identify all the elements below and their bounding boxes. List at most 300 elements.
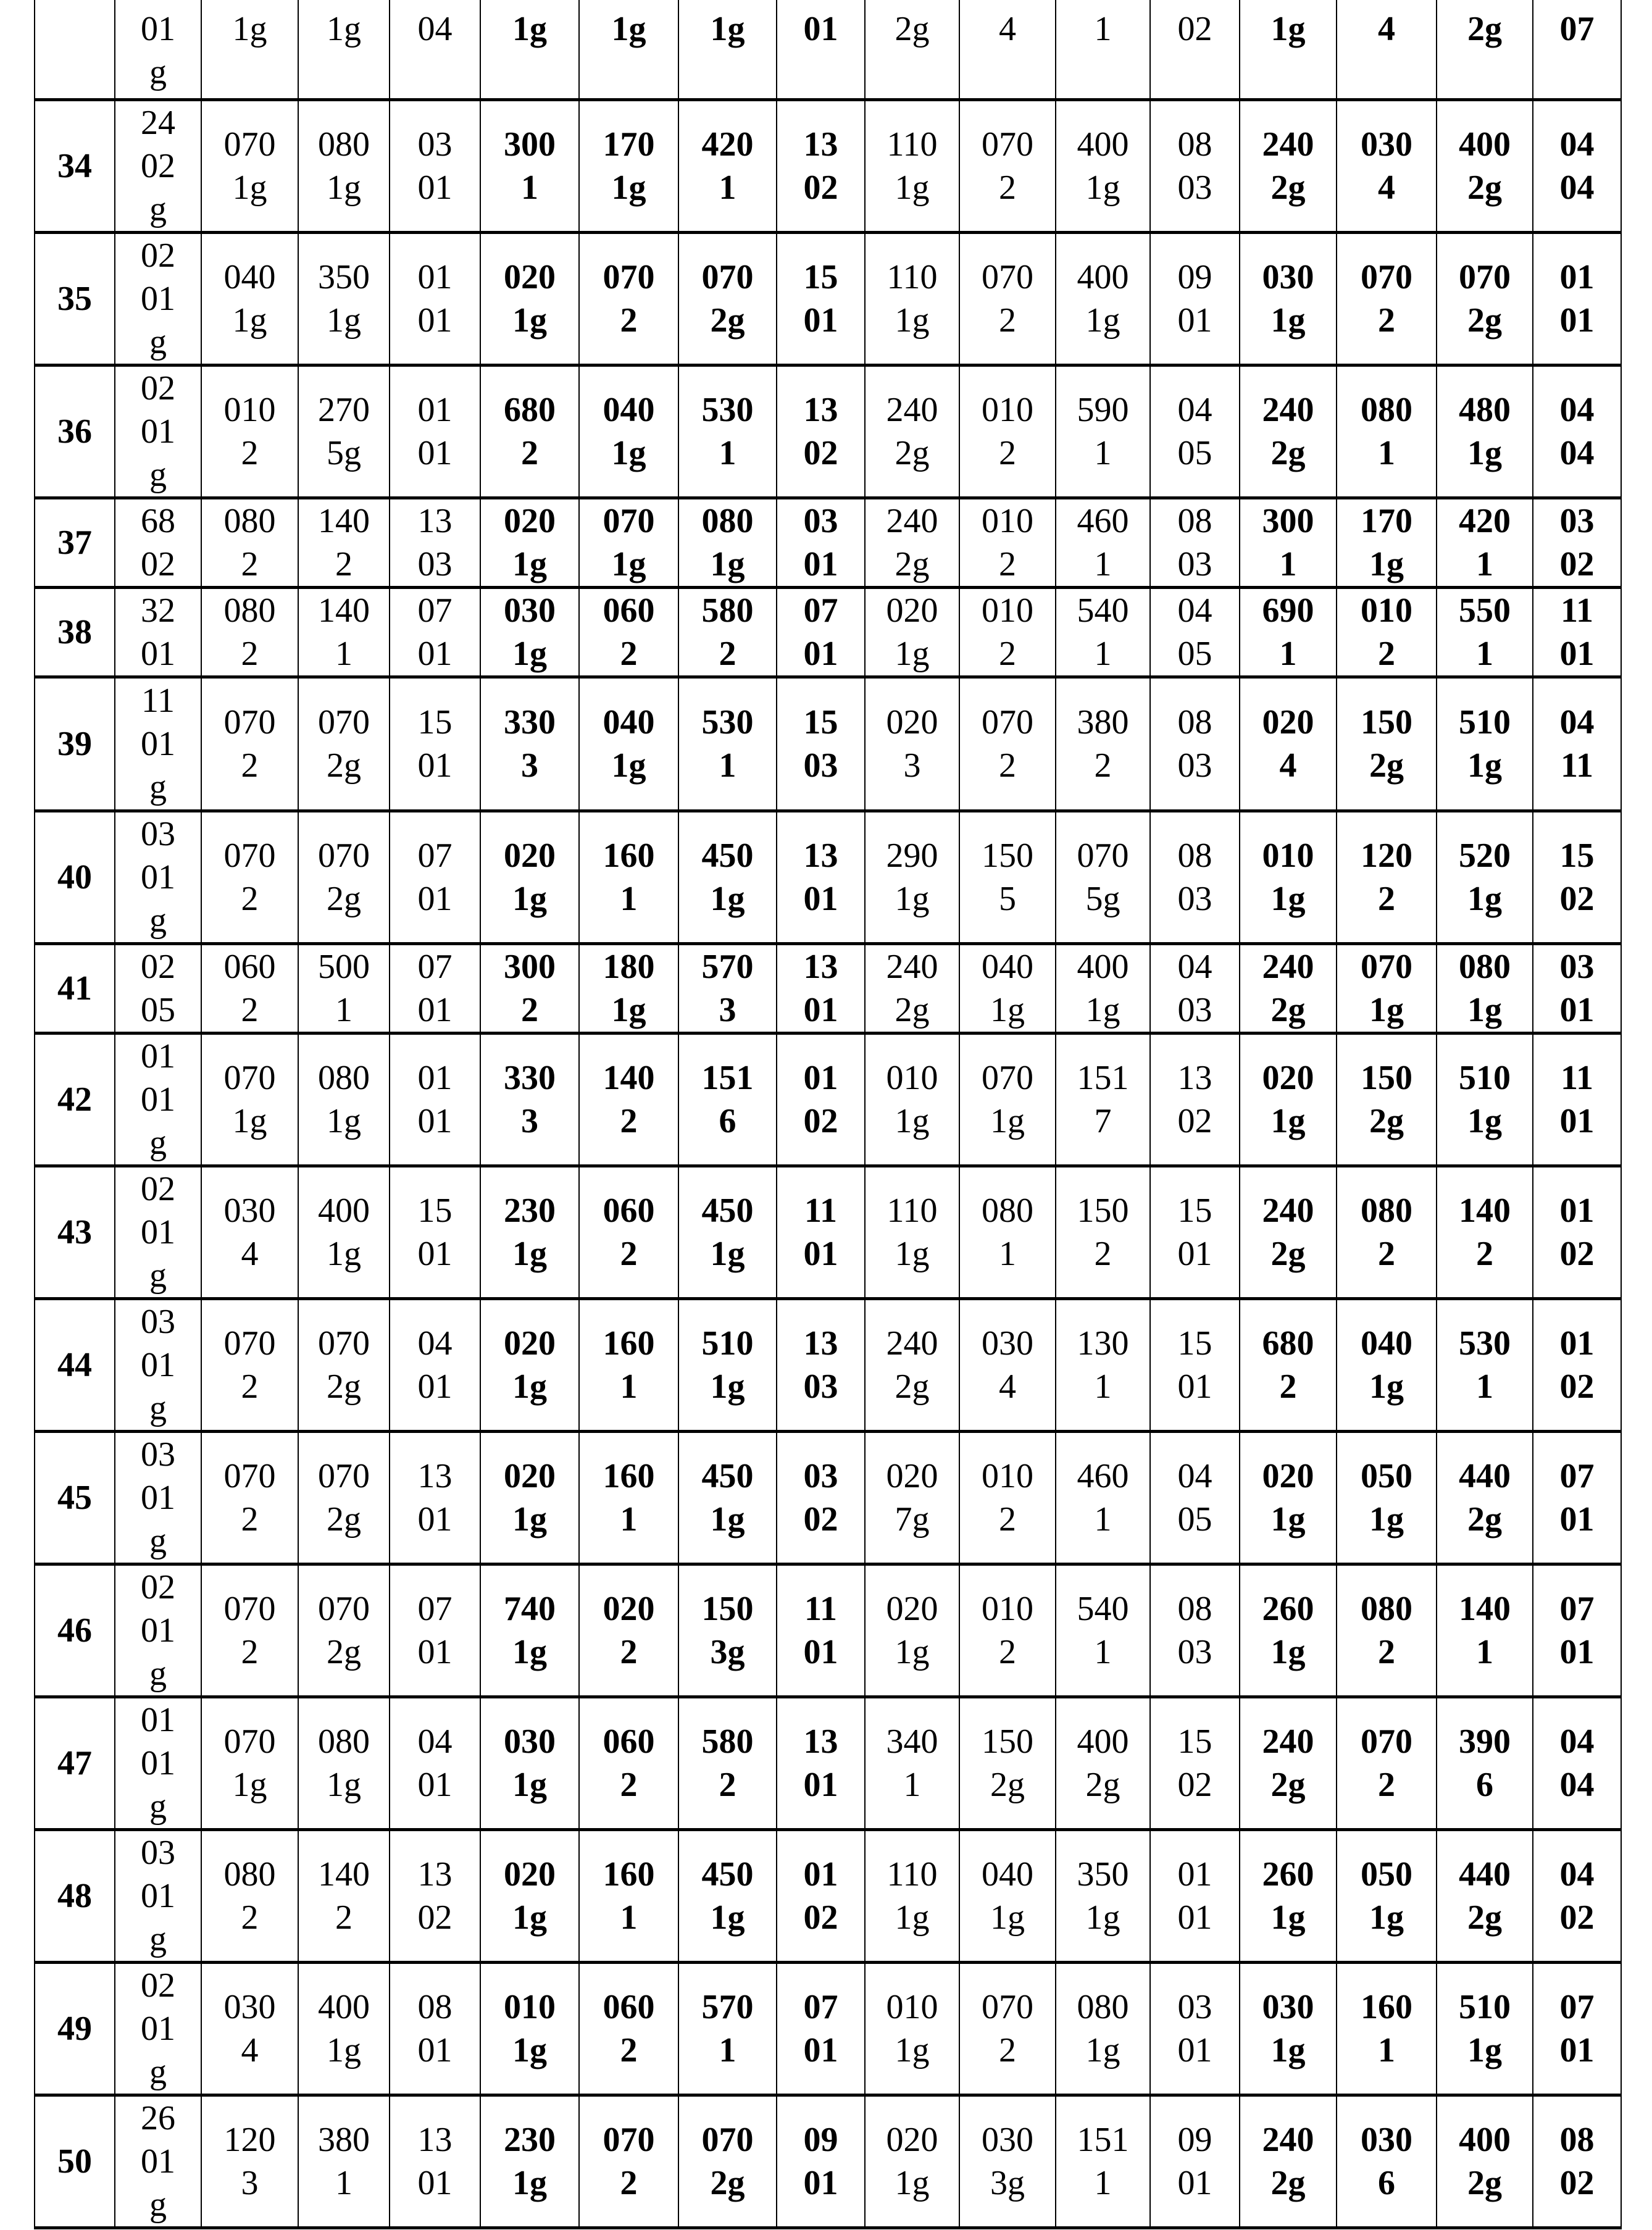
table-cell: 03 01 (1150, 1962, 1240, 2095)
table-cell: 32 01 (115, 587, 201, 677)
table-cell: 04 11 (1533, 677, 1621, 811)
table-cell: 11 01 g (115, 677, 201, 811)
table-cell: 350 1g (298, 232, 390, 365)
table-cell: 400 1g (1056, 232, 1150, 365)
table-cell: 151 7 (1056, 1033, 1150, 1166)
table-cell: 020 2 (579, 1564, 678, 1697)
table-cell: 110 1g (865, 232, 959, 365)
table-cell: 070 2 (1337, 1697, 1437, 1829)
row-number-cell: 48 (35, 1829, 115, 1962)
table-cell: 030 1g (480, 587, 579, 677)
table-cell: 380 2 (1056, 677, 1150, 811)
table-cell: 01 01 (390, 365, 480, 498)
table-cell: 09 01 (1150, 2095, 1240, 2228)
table-cell: 03 02 (1533, 498, 1621, 587)
table-cell: 11 01 (1533, 1033, 1621, 1166)
table-row (35, 677, 1621, 811)
table-cell: 070 1g (201, 1033, 298, 1166)
table-cell: 070 2g (298, 1298, 390, 1431)
table-cell: 04 01 (390, 1697, 480, 1829)
table-cell: 13 01 (777, 943, 865, 1033)
table-cell: 040 1g (201, 232, 298, 365)
table-cell: 1g (201, 0, 298, 99)
table-cell: 010 1g (480, 1962, 579, 2095)
table-cell: 400 1g (1056, 99, 1150, 232)
table-cell: 1g (298, 0, 390, 99)
table-cell: 04 04 (1533, 1697, 1621, 1829)
table-cell: 01 01 g (115, 1697, 201, 1829)
table-cell: 070 1g (1337, 943, 1437, 1033)
table-cell: 04 04 (1533, 365, 1621, 498)
table-row (35, 1166, 1621, 1298)
table-cell: 15 03 (777, 677, 865, 811)
table-cell: 01 02 (1533, 1298, 1621, 1431)
table-cell: 02 (1150, 0, 1240, 99)
table-cell: 15 02 (1150, 1697, 1240, 1829)
table-cell: 040 1g (579, 365, 678, 498)
table-cell: 04 01 (390, 1298, 480, 1431)
table-cell: 020 4 (1240, 677, 1337, 811)
table-cell: 270 5g (298, 365, 390, 498)
table-cell: 040 1g (959, 943, 1056, 1033)
table-cell: 140 2 (298, 498, 390, 587)
table-cell: 230 1g (480, 1166, 579, 1298)
table-cell: 530 1 (678, 677, 777, 811)
table-row (35, 365, 1621, 498)
table-cell: 080 1g (678, 498, 777, 587)
table-cell: 070 1g (579, 498, 678, 587)
table-cell: 01 02 (1533, 1166, 1621, 1298)
row-number-cell (35, 0, 115, 99)
table-cell: 740 1g (480, 1564, 579, 1697)
table-cell: 08 02 (1533, 2095, 1621, 2228)
table-cell: 070 1g (201, 99, 298, 232)
table-cell: 080 1 (1337, 365, 1437, 498)
table-cell: 030 3g (959, 2095, 1056, 2228)
table-cell: 030 4 (1337, 99, 1437, 232)
table-cell: 03 01 g (115, 1298, 201, 1431)
table-cell: 020 1g (480, 498, 579, 587)
table-cell: 160 1 (579, 1298, 678, 1431)
table-cell: 150 2g (1337, 1033, 1437, 1166)
table-cell: 04 05 (1150, 365, 1240, 498)
table-cell: 540 1 (1056, 587, 1150, 677)
table-row (35, 1829, 1621, 1962)
table-cell: 1 (1056, 0, 1150, 99)
table-cell: 07 01 (390, 587, 480, 677)
table-cell: 1g (579, 0, 678, 99)
table-cell: 03 01 g (115, 811, 201, 943)
table-cell: 07 01 (390, 1564, 480, 1697)
table-cell: 070 2g (678, 232, 777, 365)
table-cell: 1g (480, 0, 579, 99)
table-cell: 160 1 (579, 1431, 678, 1564)
table-cell: 070 2g (298, 677, 390, 811)
table-cell: 400 1g (1056, 943, 1150, 1033)
table-row (35, 1298, 1621, 1431)
table-cell: 160 1 (579, 811, 678, 943)
table-cell: 530 1 (1437, 1298, 1533, 1431)
table-cell: 07 01 (390, 943, 480, 1033)
table-cell: 580 2 (678, 587, 777, 677)
table-cell: 070 2g (298, 1564, 390, 1697)
table-cell: 4 (959, 0, 1056, 99)
table-cell: 450 1g (678, 1829, 777, 1962)
table-row (35, 1431, 1621, 1564)
table-cell: 08 03 (1150, 811, 1240, 943)
table-cell: 151 6 (678, 1033, 777, 1166)
table-cell: 480 1g (1437, 365, 1533, 498)
table-cell: 240 2g (1240, 1166, 1337, 1298)
table-cell: 03 01 (777, 498, 865, 587)
table-cell: 151 1 (1056, 2095, 1150, 2228)
table-cell: 020 1g (1240, 1033, 1337, 1166)
row-number-cell: 42 (35, 1033, 115, 1166)
row-number-cell: 37 (35, 498, 115, 587)
row-number-cell: 50 (35, 2095, 115, 2228)
table-cell: 510 1g (1437, 1962, 1533, 2095)
row-number-cell: 39 (35, 677, 115, 811)
row-number-cell: 35 (35, 232, 115, 365)
table-cell: 02 01 g (115, 1962, 201, 2095)
table-cell: 4 (1337, 0, 1437, 99)
table-row (35, 2095, 1621, 2228)
table-row (35, 232, 1621, 365)
table-cell: 060 2 (579, 1166, 678, 1298)
table-row (35, 498, 1621, 587)
table-cell: 580 2 (678, 1697, 777, 1829)
table-cell: 13 01 (777, 811, 865, 943)
table-cell: 010 2 (959, 587, 1056, 677)
table-cell: 13 02 (777, 99, 865, 232)
table-cell: 070 2 (201, 1431, 298, 1564)
table-cell: 110 1g (865, 1829, 959, 1962)
table-cell: 540 1 (1056, 1564, 1150, 1697)
table-cell: 08 01 (390, 1962, 480, 2095)
table-cell: 460 1 (1056, 498, 1150, 587)
table-cell: 060 2 (579, 1962, 678, 2095)
table-cell: 300 1 (480, 99, 579, 232)
row-number-cell: 44 (35, 1298, 115, 1431)
table-cell: 530 1 (678, 365, 777, 498)
row-number-cell: 38 (35, 587, 115, 677)
table-cell: 300 2 (480, 943, 579, 1033)
table-cell: 070 2 (959, 677, 1056, 811)
table-cell: 140 2 (298, 1829, 390, 1962)
table-cell: 070 5g (1056, 811, 1150, 943)
table-cell: 02 01 g (115, 365, 201, 498)
table-cell: 400 2g (1056, 1697, 1150, 1829)
table-cell: 13 03 (777, 1298, 865, 1431)
table-cell: 1g (1240, 0, 1337, 99)
table-cell: 03 01 g (115, 1829, 201, 1962)
table-cell: 400 2g (1437, 99, 1533, 232)
table-cell: 04 05 (1150, 587, 1240, 677)
table-cell: 330 3 (480, 1033, 579, 1166)
table-cell: 070 2 (579, 2095, 678, 2228)
table-row (35, 1697, 1621, 1829)
table-cell: 13 02 (777, 365, 865, 498)
table-cell: 060 2 (579, 587, 678, 677)
table-cell: 070 2g (678, 2095, 777, 2228)
table-cell: 080 2 (1337, 1564, 1437, 1697)
table-cell: 510 1g (1437, 677, 1533, 811)
table-row (35, 587, 1621, 677)
table-cell: 020 3 (865, 677, 959, 811)
table-cell: 400 2g (1437, 2095, 1533, 2228)
table-cell: 08 03 (1150, 498, 1240, 587)
table-row (35, 0, 1621, 99)
table-cell: 030 1g (1240, 232, 1337, 365)
table-cell: 010 1g (1240, 811, 1337, 943)
table-cell: 07 01 (390, 811, 480, 943)
table-cell: 240 2g (865, 943, 959, 1033)
table-cell: 070 2 (201, 677, 298, 811)
table-cell: 070 2g (298, 1431, 390, 1564)
table-cell: 240 2g (865, 498, 959, 587)
table-cell: 15 01 (390, 677, 480, 811)
table-cell: 15 01 (1150, 1166, 1240, 1298)
table-cell: 07 01 (1533, 1962, 1621, 2095)
table-cell: 060 2 (201, 943, 298, 1033)
table-cell: 080 1g (1437, 943, 1533, 1033)
table-cell: 13 02 (390, 1829, 480, 1962)
table-cell: 02 05 (115, 943, 201, 1033)
table-cell: 070 1g (959, 1033, 1056, 1166)
table-cell: 300 1 (1240, 498, 1337, 587)
table-cell: 680 2 (1240, 1298, 1337, 1431)
table-cell: 040 1g (959, 1829, 1056, 1962)
table-cell: 150 5 (959, 811, 1056, 943)
table-cell: 020 1g (865, 587, 959, 677)
row-number-cell: 46 (35, 1564, 115, 1697)
table-cell: 15 01 (777, 232, 865, 365)
table-cell: 2g (865, 0, 959, 99)
table-cell: 240 2g (1240, 943, 1337, 1033)
table-cell: 020 7g (865, 1431, 959, 1564)
table-cell: 07 01 (1533, 1564, 1621, 1697)
table-cell: 240 2g (1240, 99, 1337, 232)
table-cell: 400 1g (298, 1962, 390, 2095)
table-row (35, 1033, 1621, 1166)
table-cell: 520 1g (1437, 811, 1533, 943)
table-cell: 330 3 (480, 677, 579, 811)
table-cell: 01 01 (1533, 232, 1621, 365)
table-cell: 08 03 (1150, 677, 1240, 811)
table-cell: 13 02 (1150, 1033, 1240, 1166)
allele-data-table (34, 0, 1622, 2229)
table-cell: 13 01 (777, 1697, 865, 1829)
table-cell: 15 01 (390, 1166, 480, 1298)
table-cell: 04 (390, 0, 480, 99)
table-cell: 160 1 (1337, 1962, 1437, 2095)
table-cell: 13 03 (390, 498, 480, 587)
table-cell: 020 1g (865, 2095, 959, 2228)
table-cell: 020 1g (1240, 1431, 1337, 1564)
table-cell: 030 4 (201, 1962, 298, 2095)
table-cell: 240 2g (865, 1298, 959, 1431)
row-number-cell: 43 (35, 1166, 115, 1298)
table-cell: 03 01 g (115, 1431, 201, 1564)
row-number-cell: 40 (35, 811, 115, 943)
table-cell: 450 1g (678, 1166, 777, 1298)
table-cell: 07 01 (777, 587, 865, 677)
table-cell: 170 1g (1337, 498, 1437, 587)
table-cell: 450 1g (678, 1431, 777, 1564)
table-row (35, 943, 1621, 1033)
table-cell: 120 2 (1337, 811, 1437, 943)
table-cell: 01 01 (390, 232, 480, 365)
table-cell: 070 2 (201, 811, 298, 943)
table-cell: 09 01 (1150, 232, 1240, 365)
table-cell: 070 2g (298, 811, 390, 943)
table-cell: 080 1g (298, 1697, 390, 1829)
table-cell: 180 1g (579, 943, 678, 1033)
table-cell: 170 1g (579, 99, 678, 232)
table-cell: 09 01 (777, 2095, 865, 2228)
table-cell: 010 1g (865, 1033, 959, 1166)
table-cell: 150 2 (1056, 1166, 1150, 1298)
table-cell: 510 1g (678, 1298, 777, 1431)
table-cell: 02 01 g (115, 1166, 201, 1298)
table-cell: 010 2 (1337, 587, 1437, 677)
table-cell: 260 1g (1240, 1829, 1337, 1962)
table-cell: 380 1 (298, 2095, 390, 2228)
table-cell: 07 01 (777, 1962, 865, 2095)
table-cell: 11 01 (1533, 587, 1621, 677)
table-cell: 240 2g (865, 365, 959, 498)
table-cell: 680 2 (480, 365, 579, 498)
table-cell: 070 2g (1437, 232, 1533, 365)
table-cell: 690 1 (1240, 587, 1337, 677)
table-cell: 070 2 (959, 232, 1056, 365)
table-cell: 020 1g (865, 1564, 959, 1697)
table-cell: 080 1g (298, 99, 390, 232)
table-cell: 24 02 g (115, 99, 201, 232)
table-cell: 230 1g (480, 2095, 579, 2228)
table-cell: 15 01 (1150, 1298, 1240, 1431)
table-cell: 030 6 (1337, 2095, 1437, 2228)
table-cell: 340 1 (865, 1697, 959, 1829)
table-cell: 13 01 (390, 2095, 480, 2228)
table-cell: 070 2 (959, 1962, 1056, 2095)
table-cell: 120 3 (201, 2095, 298, 2228)
table-cell: 2g (1437, 0, 1533, 99)
table-cell: 01 02 (777, 1829, 865, 1962)
table-cell: 070 1g (201, 1697, 298, 1829)
table-row (35, 99, 1621, 232)
table-cell: 03 01 (1533, 943, 1621, 1033)
table-cell: 070 2 (959, 99, 1056, 232)
table-cell: 550 1 (1437, 587, 1533, 677)
table-cell: 01 01 (390, 1033, 480, 1166)
table-cell: 080 2 (201, 498, 298, 587)
table-cell: 160 1 (579, 1829, 678, 1962)
table-cell: 02 01 g (115, 232, 201, 365)
table-cell: 01 02 (777, 1033, 865, 1166)
table-cell: 020 1g (480, 232, 579, 365)
table-cell: 140 2 (1437, 1166, 1533, 1298)
table-cell: 01 01 g (115, 1033, 201, 1166)
table-cell: 01 g (115, 0, 201, 99)
table-cell: 010 2 (201, 365, 298, 498)
table-cell: 400 1g (298, 1166, 390, 1298)
table-cell: 080 1g (1056, 1962, 1150, 2095)
row-number-cell: 45 (35, 1431, 115, 1564)
table-cell: 030 1g (1240, 1962, 1337, 2095)
table-cell: 150 3g (678, 1564, 777, 1697)
table-cell: 440 2g (1437, 1431, 1533, 1564)
table-cell: 500 1 (298, 943, 390, 1033)
table-cell: 080 2 (201, 587, 298, 677)
table-cell: 030 4 (201, 1166, 298, 1298)
table-cell: 030 1g (480, 1697, 579, 1829)
table-cell: 420 1 (1437, 498, 1533, 587)
table-cell: 080 1g (298, 1033, 390, 1166)
table-cell: 010 2 (959, 365, 1056, 498)
table-cell: 240 2g (1240, 365, 1337, 498)
table-cell: 150 2g (959, 1697, 1056, 1829)
row-number-cell: 41 (35, 943, 115, 1033)
table-row (35, 811, 1621, 943)
table-cell: 010 2 (959, 1431, 1056, 1564)
table-cell: 140 1 (298, 587, 390, 677)
table-cell: 26 01 g (115, 2095, 201, 2228)
table-cell: 420 1 (678, 99, 777, 232)
table-cell: 08 03 (1150, 1564, 1240, 1697)
table-cell: 460 1 (1056, 1431, 1150, 1564)
table-cell: 590 1 (1056, 365, 1150, 498)
table-cell: 050 1g (1337, 1829, 1437, 1962)
table-cell: 03 02 (777, 1431, 865, 1564)
table-cell: 290 1g (865, 811, 959, 943)
table-cell: 010 2 (959, 1564, 1056, 1697)
table-row (35, 1962, 1621, 2095)
table-cell: 68 02 (115, 498, 201, 587)
table-cell: 070 2 (201, 1298, 298, 1431)
table-cell: 010 2 (959, 498, 1056, 587)
table-cell: 11 01 (777, 1166, 865, 1298)
table-cell: 070 2 (201, 1564, 298, 1697)
table-cell: 080 1 (959, 1166, 1056, 1298)
table-cell: 060 2 (579, 1697, 678, 1829)
row-number-cell: 49 (35, 1962, 115, 2095)
table-cell: 04 04 (1533, 99, 1621, 232)
table-cell: 03 01 (390, 99, 480, 232)
row-number-cell: 47 (35, 1697, 115, 1829)
table-cell: 080 2 (201, 1829, 298, 1962)
table-cell: 150 2g (1337, 677, 1437, 811)
table-cell: 070 2 (1337, 232, 1437, 365)
table-cell: 050 1g (1337, 1431, 1437, 1564)
table-cell: 040 1g (1337, 1298, 1437, 1431)
table-cell: 01 (777, 0, 865, 99)
table-body (35, 0, 1621, 2228)
table-cell: 240 2g (1240, 2095, 1337, 2228)
row-number-cell: 36 (35, 365, 115, 498)
table-cell: 020 1g (480, 1298, 579, 1431)
table-cell: 04 05 (1150, 1431, 1240, 1564)
table-cell: 070 2 (579, 232, 678, 365)
table-cell: 01 01 (1150, 1829, 1240, 1962)
table-cell: 080 2 (1337, 1166, 1437, 1298)
table-cell: 260 1g (1240, 1564, 1337, 1697)
table-cell: 1g (678, 0, 777, 99)
table-cell: 350 1g (1056, 1829, 1150, 1962)
table-row (35, 1564, 1621, 1697)
table-cell: 390 6 (1437, 1697, 1533, 1829)
table-cell: 04 02 (1533, 1829, 1621, 1962)
